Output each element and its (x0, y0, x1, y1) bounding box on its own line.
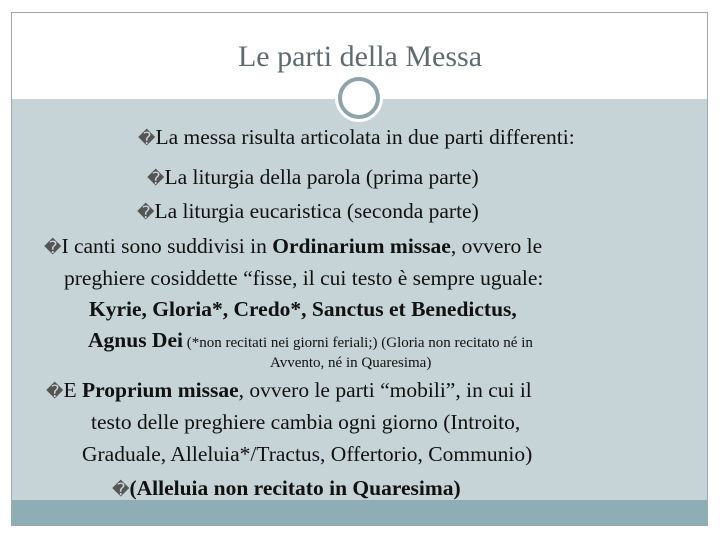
slide-title: Le parti della Messa (237, 40, 483, 73)
line-text: La liturgia della parola (prima parte) (164, 165, 479, 189)
bullet-line-3 (137, 199, 479, 224)
ordinarium-chants: Kyrie, Gloria*, Credo*, Sanctus et Benedictus, (89, 297, 517, 321)
line-text: La liturgia eucaristica (seconda parte) (154, 199, 479, 223)
bullet-icon: � (112, 480, 130, 500)
line-text: E (63, 378, 82, 402)
bullet-icon: � (147, 169, 165, 189)
note-text: (*non recitati nei giorni feriali;) (Gloria non recitato né in (182, 335, 533, 351)
proprium-label: Proprium missae (81, 378, 239, 402)
bullet-icon: � (138, 129, 156, 149)
bullet-line-2 (147, 165, 479, 190)
agnus-dei-label: Agnus Dei (88, 328, 183, 352)
bullet-icon: � (46, 382, 64, 402)
alleluia-note: (Alleluia non recitato in Quaresima) (129, 476, 461, 500)
text-line-6 (89, 297, 517, 322)
bullet-icon: � (44, 238, 62, 258)
bottom-band (12, 500, 707, 525)
line-text: , ovvero le parti “mobili”, in cui il (238, 378, 532, 402)
text-line-5: preghiere cosiddette “fisse, il cui testo è sempre uguale: (64, 266, 544, 290)
bullet-icon: � (137, 203, 155, 223)
line-text: , ovvero le (450, 234, 543, 258)
bullet-line-12 (112, 476, 461, 501)
bullet-line-1 (138, 125, 575, 150)
line-text: I canti sono suddivisi in (61, 234, 273, 258)
bullet-line-9 (46, 378, 532, 403)
line-text: La messa risulta articolata in due parti differenti: (155, 125, 575, 149)
text-line-7 (88, 328, 533, 353)
ordinarium-label: Ordinarium missae (272, 234, 451, 258)
text-line-10: testo delle preghiere cambia ogni giorno (Introito, (91, 410, 521, 434)
text-line-8: Avvento, né in Quaresima) (270, 355, 432, 371)
text-line-11: Graduale, Alleluia*/Tractus, Offertorio, Communio) (82, 442, 533, 466)
bullet-line-4 (44, 234, 542, 259)
decorative-circle-icon (338, 77, 380, 119)
